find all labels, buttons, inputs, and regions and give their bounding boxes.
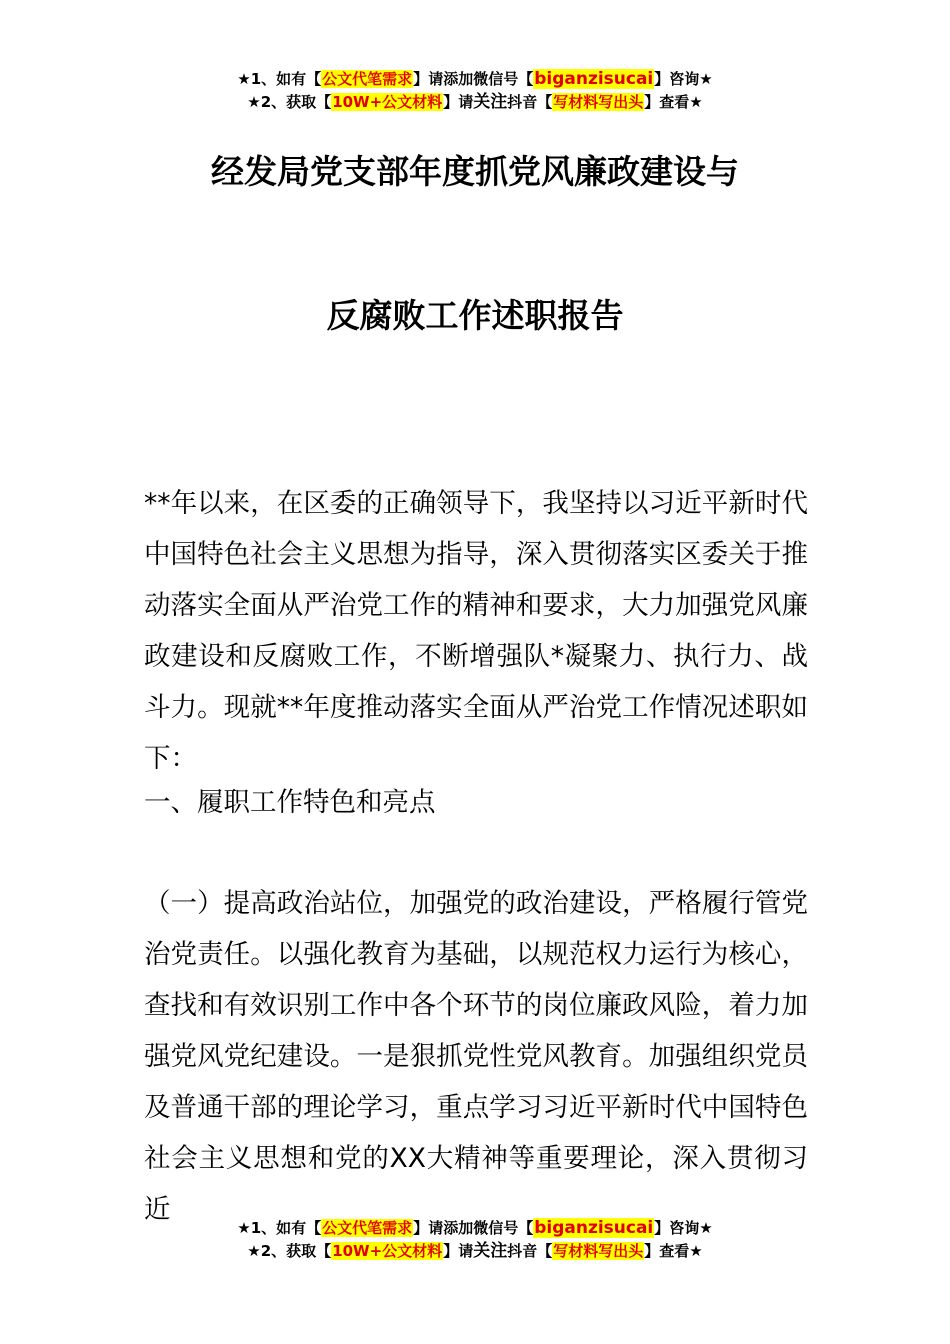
banner-line1-middle: 】请添加微信号【	[413, 70, 534, 88]
banner-line2-middle-b: 抖音【	[507, 1242, 553, 1260]
banner-highlight-service: 公文代笔需求	[322, 1219, 413, 1237]
banner-line2-middle-a: 】请	[443, 93, 474, 111]
banner-highlight-wechat-id: biganzisucai	[534, 69, 654, 89]
banner-line-1	[0, 68, 950, 91]
header-banner	[0, 68, 950, 114]
banner-line1-middle: 】请添加微信号【	[413, 1219, 534, 1237]
banner-highlight-wechat-id: biganzisucai	[534, 1218, 654, 1238]
banner-line1-suffix: 】咨询★	[654, 1219, 713, 1237]
document-title-line-1: 经发局党支部年度抓党风廉政建设与	[211, 152, 739, 191]
banner-highlight-materials: 10W+公文材料	[332, 1242, 443, 1260]
intro-paragraph: **年以来，在区委的正确领导下，我坚持以习近平新时代中国特色社会主义思想为指导，深入贯彻落实区委关于推动落实全面从严治党工作的精神和要求，大力加强党风廉政建设和反腐败工作，不断增强队*凝聚力、执行力、战斗力。现就**年度推动落实全面从严治党工作情况述职如下：	[144, 488, 808, 774]
banner-line2-prefix: ★2、获取【	[247, 93, 332, 111]
section-heading: 一、履职工作特色和亮点	[144, 787, 436, 818]
document-title-line-2: 反腐败工作述职报告	[326, 296, 624, 335]
banner-line2-emphasis: 关注	[473, 92, 508, 112]
banner-highlight-douyin: 写材料写出头	[553, 93, 644, 111]
banner-line-1	[0, 1217, 950, 1240]
banner-line2-suffix: 】查看★	[644, 93, 703, 111]
banner-line1-prefix: ★1、如有【	[237, 1219, 322, 1237]
banner-line2-middle-a: 】请	[443, 1242, 474, 1260]
banner-line2-emphasis: 关注	[473, 1241, 508, 1261]
banner-line1-suffix: 】咨询★	[654, 70, 713, 88]
footer-banner	[0, 1217, 950, 1263]
section-paragraph: （一）提高政治站位，加强党的政治建设，严格履行管党治党责任。以强化教育为基础，以规范权力运行为核心，查找和有效识别工作中各个环节的岗位廉政风险，着力加强党风党纪建设。一是狠抓党性党风教育。加强组织党员及普通干部的理论学习，重点学习习近平新时代中国特色社会主义思想和党的XX大精神等重要理论，深入贯彻习近	[144, 888, 808, 1225]
banner-highlight-douyin: 写材料写出头	[553, 1242, 644, 1260]
banner-line2-prefix: ★2、获取【	[247, 1242, 332, 1260]
banner-highlight-service: 公文代笔需求	[322, 70, 413, 88]
banner-line-2	[0, 1240, 950, 1263]
banner-line2-suffix: 】查看★	[644, 1242, 703, 1260]
banner-highlight-materials: 10W+公文材料	[332, 93, 443, 111]
banner-line2-middle-b: 抖音【	[507, 93, 553, 111]
banner-line1-prefix: ★1、如有【	[237, 70, 322, 88]
banner-line-2	[0, 91, 950, 114]
